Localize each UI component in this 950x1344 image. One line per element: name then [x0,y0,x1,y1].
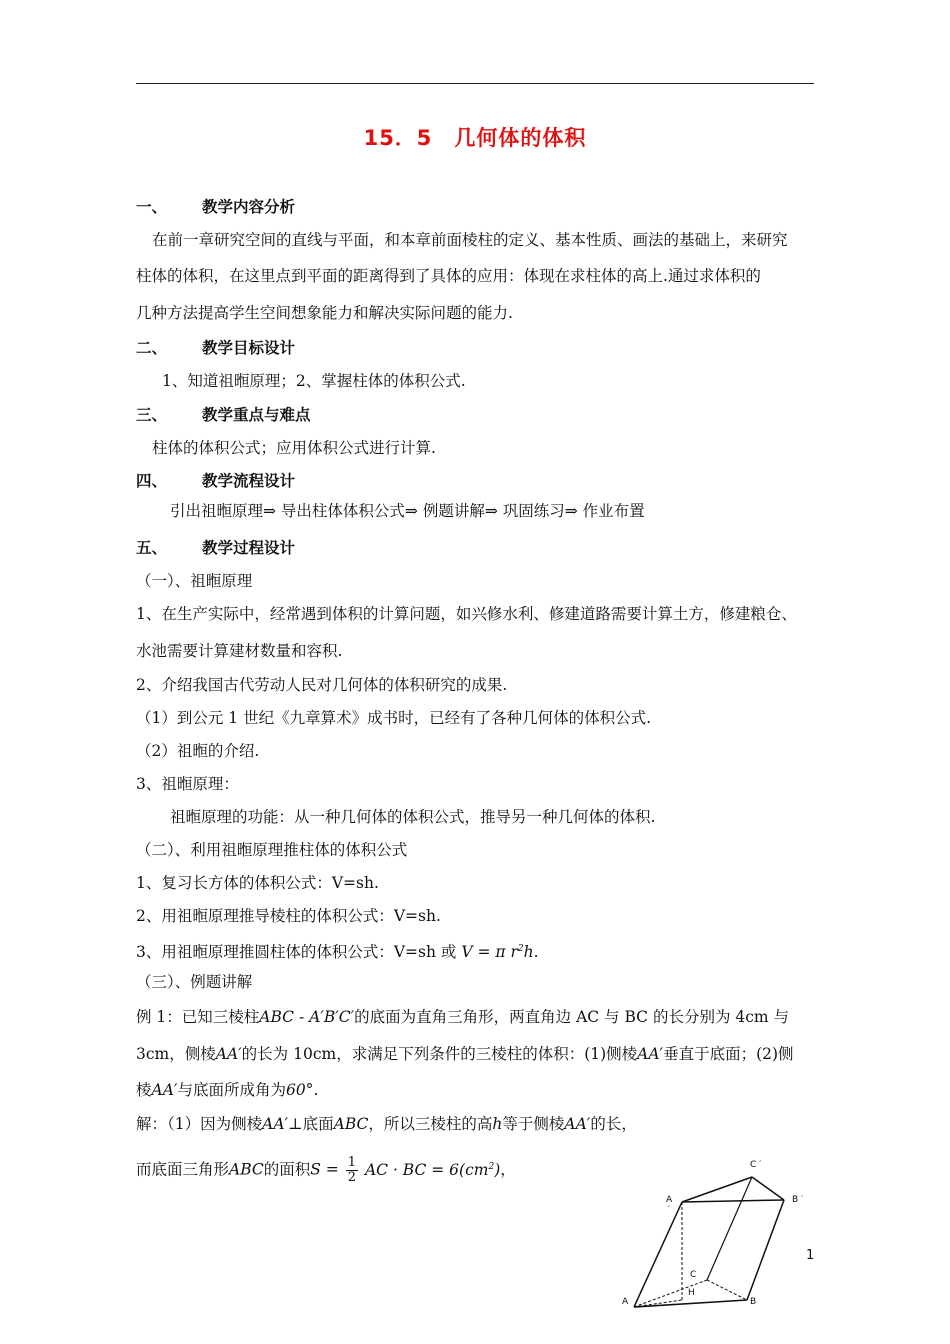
solution-line: 解：（1）因为侧棱AA′⊥底面ABC，所以三棱柱的高h等于侧棱AA′的长， [136,1115,637,1133]
cylinder-volume-formula: V = π $r^2h$ [461,943,534,961]
paragraph-line: （2）祖暅的介绍. [136,742,260,760]
paragraph-line: 水池需要计算建材数量和容积. [136,642,343,660]
section-number: 五、 [136,539,168,557]
section-number: 二、 [136,339,168,357]
formula-line: 3、用祖暅原理推圆柱体的体积公式：V=sh 或 V = π $r^2h$. [136,943,539,961]
edge-a1-c1 [682,1177,752,1202]
subsection-title: （三）、例题讲解 [136,973,253,991]
section-4-heading [136,471,295,491]
label-b: B [750,1297,757,1307]
edge-c-b [707,1280,747,1300]
flow-text: 引出祖暅原理⇒ 导出柱体体积公式⇒ 例题讲解⇒ 巩固练习⇒ 作业布置 [170,502,645,520]
section-3-heading [136,405,311,425]
area-formula: AC · BC = $6(cm^2)$ [364,1160,501,1179]
edge-c1-b1 [752,1177,784,1200]
section-title: 教学过程设计 [202,539,296,557]
goals-text: 1、知道祖暅原理；2、掌握柱体的体积公式. [162,372,466,390]
example-line: 例 1：已知三棱柱ABC - A′B′C′的底面为直角三角形，两直角边 AC 与 BC 的长分别为 4cm 与 [136,1008,790,1026]
paragraph-line: 3、祖暅原理： [136,775,239,793]
label-h: H [688,1288,695,1298]
prism-figure [612,1152,815,1312]
label-a: A [622,1297,629,1307]
section-number: 一、 [136,198,168,216]
section-title: 教学目标设计 [202,339,296,357]
label-a-prime: A [666,1195,673,1205]
edge-b-b1 [747,1200,784,1300]
paragraph-line: 祖暅原理的功能：从一种几何体的体积公式，推导另一种几何体的体积. [170,808,656,826]
paragraph-line: （1）到公元 1 世纪《九章算术》成书时，已经有了各种几何体的体积公式. [136,709,652,727]
section-title: 教学重点与难点 [202,406,311,424]
paragraph-line: 几种方法提高学生空间想象能力和解决实际问题的能力. [136,304,513,322]
page-number: 1 [806,1248,815,1263]
section-2-heading [136,338,295,358]
header-rule [136,83,814,84]
subsection-title: （一）、祖暅原理 [136,572,253,590]
label-a-prime-mark: ′ [668,1205,671,1215]
subsection-title: （二）、利用祖暅原理推柱体的体积公式 [136,841,408,859]
example-line: 棱AA′与底面所成角为60°. [136,1081,319,1099]
label-c: C [690,1270,697,1280]
fraction-one-half: $\frac{1}{2}$ [347,1155,357,1185]
section-title: 教学内容分析 [202,198,296,216]
key-points-text: 柱体的体积公式；应用体积公式进行计算. [152,439,436,457]
section-5-heading [136,538,295,558]
label-b-prime: B ′ [792,1195,804,1205]
paragraph-line: 2、用祖暅原理推导棱柱的体积公式：V=sh. [136,907,441,925]
paragraph-line: 1、复习长方体的体积公式：V=sh. [136,874,379,892]
paragraph-line: 2、介绍我国古代劳动人民对几何体的体积研究的成果. [136,676,508,694]
section-1-heading [136,197,295,217]
label-c-prime: C ′ [750,1160,762,1170]
solution-line: 而底面三角形ABC的面积S = $\frac{1}{2}$ AC · BC = $6(cm^2)$， [136,1155,516,1185]
page-title: 15．5 几何体的体积 [363,126,587,150]
paragraph-line: 1、在生产实际中，经常遇到体积的计算问题，如兴修水利、修建道路需要计算土方，修建粮仓、 [136,605,797,623]
paragraph-line: 柱体的体积，在这里点到平面的距离得到了具体的应用：体现在求柱体的高上.通过求体积的 [136,267,761,285]
paragraph-line: 在前一章研究空间的直线与平面，和本章前面棱柱的定义、基本性质、画法的基础上，来研究 [152,231,788,249]
section-number: 四、 [136,472,168,490]
formula-text: 3、用祖暅原理推圆柱体的体积公式：V=sh 或 [136,943,457,961]
edge-a1-b1 [682,1200,784,1202]
example-line: 3cm，侧棱AA′的长为 10cm，求满足下列条件的三棱柱的体积：(1)侧棱AA′垂直于底面；(2)侧 [136,1045,794,1063]
edge-c-c1 [707,1177,752,1280]
section-number: 三、 [136,406,168,424]
edge-a-a1 [634,1202,682,1307]
section-title: 教学流程设计 [202,472,296,490]
